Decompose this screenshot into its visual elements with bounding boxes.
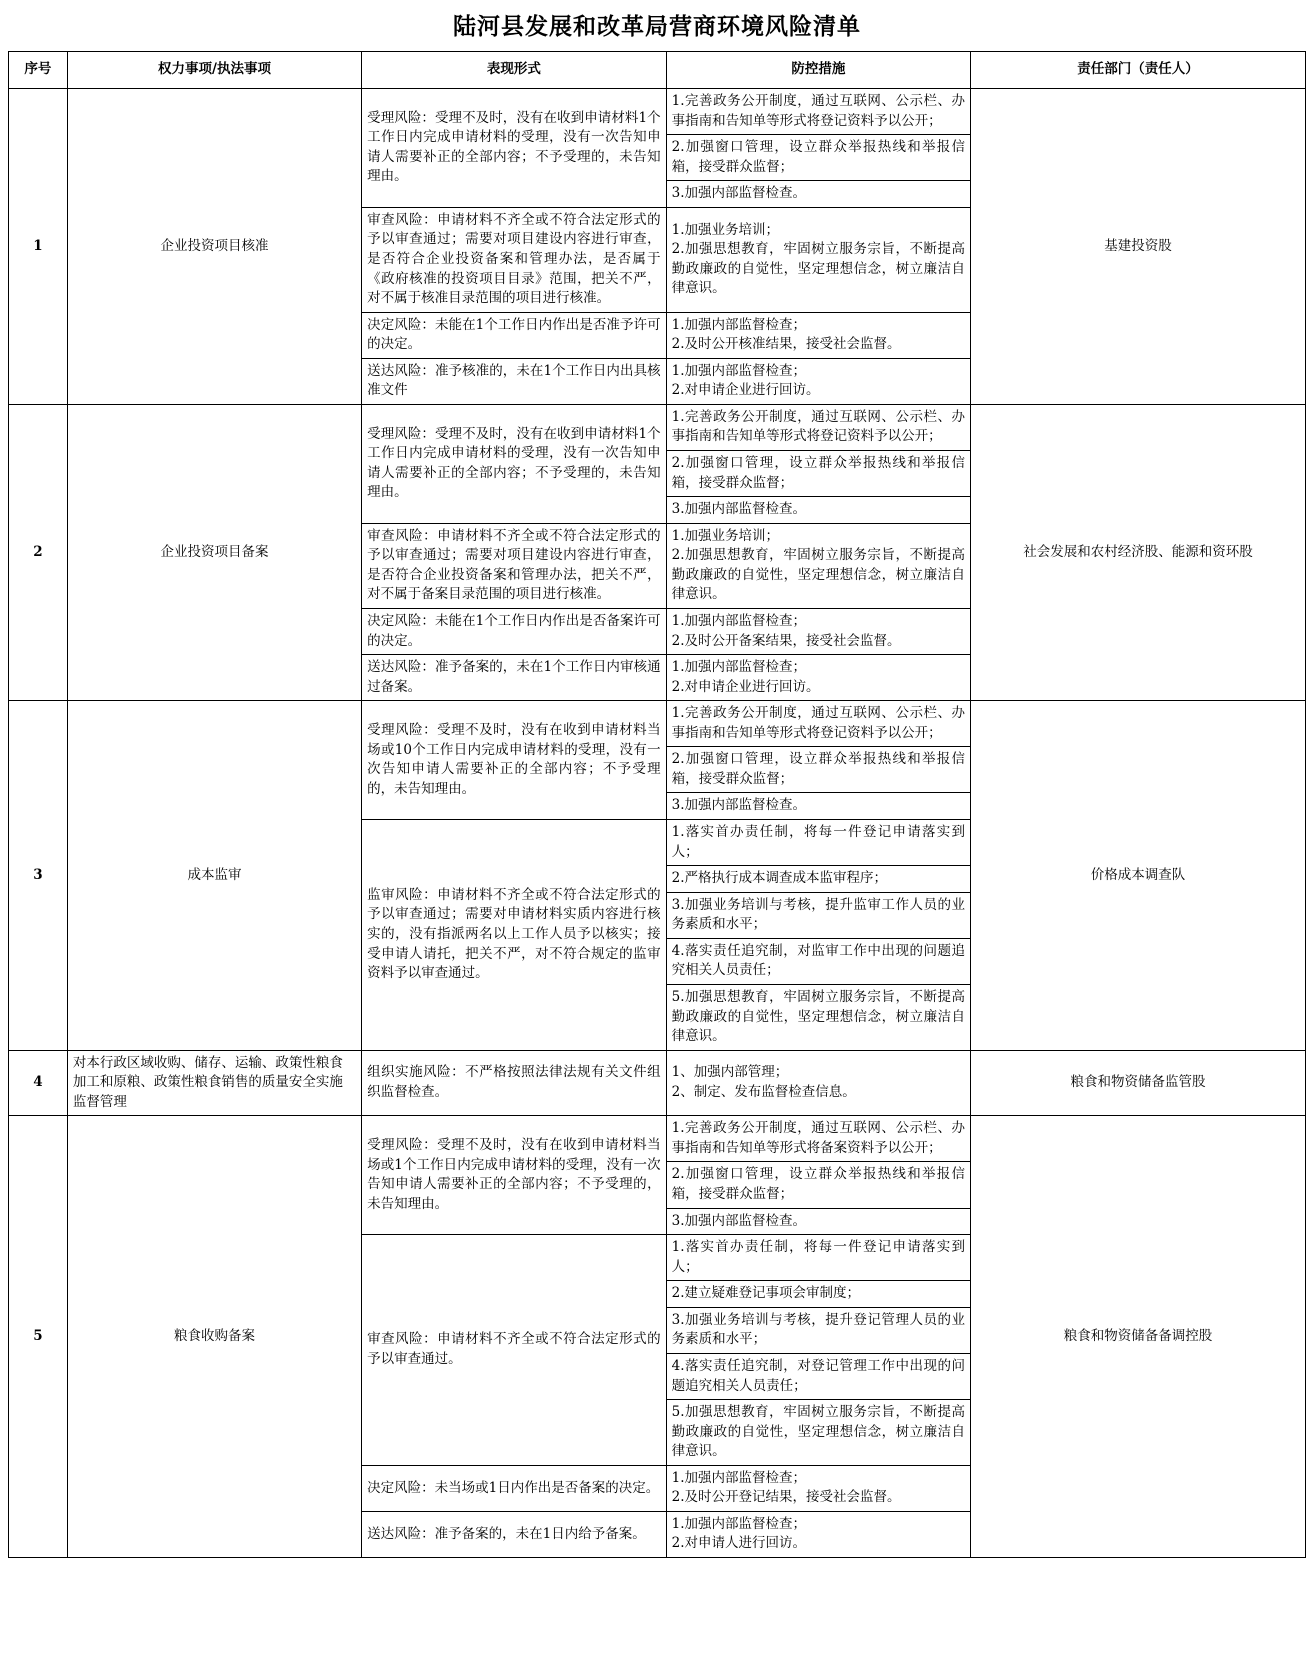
control-measure-cell: 3.加强内部监督检查。: [666, 1208, 970, 1235]
row-power-item: 企业投资项目核准: [67, 89, 361, 405]
row-index: 5: [9, 1116, 68, 1558]
risk-list-table: [8, 51, 1306, 1558]
header-department: 责任部门（责任人）: [971, 52, 1306, 89]
control-measure-cell: 1.完善政务公开制度，通过互联网、公示栏、办事指南和告知单等形式将备案资料予以公开；: [666, 1116, 970, 1162]
responsible-department: 价格成本调查队: [971, 701, 1306, 1050]
control-measure-cell: 4.落实责任追究制，对监审工作中出现的问题追究相关人员责任；: [666, 938, 970, 984]
control-measure-cell: 1.落实首办责任制，将每一件登记申请落实到人；: [666, 820, 970, 866]
responsible-department: 粮食和物资储备监管股: [971, 1050, 1306, 1116]
table-row: [9, 404, 1306, 450]
risk-form-cell: 受理风险：受理不及时，没有在收到申请材料当场或1个工作日内完成申请材料的受理，没有一次告知申请人需要补正的全部内容；不予受理的，未告知理由。: [362, 1116, 666, 1235]
control-measure-cell: 1.加强业务培训； 2.加强思想教育，牢固树立服务宗旨，不断提高勤政廉政的自觉性，坚定理想信念，树立廉洁自律意识。: [666, 523, 970, 608]
risk-form-cell: 决定风险：未能在1个工作日内作出是否准予许可的决定。: [362, 312, 666, 358]
risk-form-cell: 送达风险：准予备案的，未在1日内给予备案。: [362, 1511, 666, 1557]
control-measure-cell: 2.加强窗口管理，设立群众举报热线和举报信箱，接受群众监督；: [666, 451, 970, 497]
risk-form-cell: 监审风险：申请材料不齐全或不符合法定形式的予以审查通过；需要对申请材料实质内容进行核实的，没有指派两名以上工作人员予以核实；接受申请人请托，把关不严，对不符合规定的监审资料予以审查通过。: [362, 820, 666, 1051]
control-measure-cell: 1.完善政务公开制度，通过互联网、公示栏、办事指南和告知单等形式将登记资料予以公开；: [666, 89, 970, 135]
control-measure-cell: 3.加强业务培训与考核，提升监审工作人员的业务素质和水平；: [666, 892, 970, 938]
row-power-item: 对本行政区域收购、储存、运输、政策性粮食加工和原粮、政策性粮食销售的质量安全实施监督管理: [67, 1050, 361, 1116]
control-measure-cell: 4.落实责任追究制，对登记管理工作中出现的问题追究相关人员责任；: [666, 1353, 970, 1399]
control-measure-cell: 1.加强内部监督检查； 2.对申请企业进行回访。: [666, 655, 970, 701]
risk-form-cell: 决定风险：未能在1个工作日内作出是否备案许可的决定。: [362, 608, 666, 654]
control-measure-cell: 3.加强内部监督检查。: [666, 793, 970, 820]
control-measure-cell: 1.加强内部监督检查； 2.及时公开核准结果，接受社会监督。: [666, 312, 970, 358]
control-measure-cell: 1.加强内部监督检查； 2.及时公开备案结果，接受社会监督。: [666, 608, 970, 654]
row-power-item: 成本监审: [67, 701, 361, 1050]
header-index: 序号: [9, 52, 68, 89]
row-power-item: 粮食收购备案: [67, 1116, 361, 1558]
risk-form-cell: 受理风险：受理不及时，没有在收到申请材料1个工作日内完成申请材料的受理，没有一次告知申请人需要补正的全部内容；不予受理的，未告知理由。: [362, 404, 666, 523]
control-measure-cell: 2.建立疑难登记事项会审制度；: [666, 1281, 970, 1308]
control-measure-cell: 1、加强内部管理； 2、制定、发布监督检查信息。: [666, 1050, 970, 1116]
control-measure-cell: 1.落实首办责任制，将每一件登记申请落实到人；: [666, 1235, 970, 1281]
risk-form-cell: 组织实施风险：不严格按照法律法规有关文件组织监督检查。: [362, 1050, 666, 1116]
table-row: [9, 701, 1306, 747]
control-measure-cell: 1.加强内部监督检查； 2.及时公开登记结果，接受社会监督。: [666, 1465, 970, 1511]
header-form: 表现形式: [362, 52, 666, 89]
row-index: 2: [9, 404, 68, 700]
row-index: 3: [9, 701, 68, 1050]
table-row: [9, 1116, 1306, 1162]
table-row: [9, 89, 1306, 135]
table-body: [9, 89, 1306, 1558]
risk-form-cell: 审查风险：申请材料不齐全或不符合法定形式的予以审查通过。: [362, 1235, 666, 1466]
risk-form-cell: 审查风险：申请材料不齐全或不符合法定形式的予以审查通过；需要对项目建设内容进行审查，是否符合企业投资备案和管理办法，是否属于《政府核准的投资项目目录》范围，把关不严，对不属于核准目录范围的项目进行核准。: [362, 207, 666, 312]
responsible-department: 基建投资股: [971, 89, 1306, 405]
control-measure-cell: 1.加强业务培训； 2.加强思想教育，牢固树立服务宗旨，不断提高勤政廉政的自觉性，坚定理想信念，树立廉洁自律意识。: [666, 207, 970, 312]
control-measure-cell: 2.加强窗口管理，设立群众举报热线和举报信箱，接受群众监督；: [666, 135, 970, 181]
responsible-department: 社会发展和农村经济股、能源和资环股: [971, 404, 1306, 700]
control-measure-cell: 5.加强思想教育，牢固树立服务宗旨，不断提高勤政廉政的自觉性，坚定理想信念，树立廉洁自律意识。: [666, 1400, 970, 1466]
control-measure-cell: 3.加强业务培训与考核，提升登记管理人员的业务素质和水平；: [666, 1307, 970, 1353]
control-measure-cell: 2.严格执行成本调查成本监审程序；: [666, 866, 970, 893]
page-title: 陆河县发展和改革局营商环境风险清单: [453, 13, 861, 40]
table-header: [9, 52, 1306, 89]
risk-form-cell: 审查风险：申请材料不齐全或不符合法定形式的予以审查通过；需要对项目建设内容进行审查，是否符合企业投资备案和管理办法，把关不严，对不属于备案目录范围的项目进行核准。: [362, 523, 666, 608]
control-measure-cell: 1.加强内部监督检查； 2.对申请企业进行回访。: [666, 358, 970, 404]
table-row: [9, 1050, 1306, 1116]
control-measure-cell: 1.完善政务公开制度，通过互联网、公示栏、办事指南和告知单等形式将登记资料予以公开；: [666, 404, 970, 450]
control-measure-cell: 3.加强内部监督检查。: [666, 497, 970, 524]
row-power-item: 企业投资项目备案: [67, 404, 361, 700]
responsible-department: 粮食和物资储备备调控股: [971, 1116, 1306, 1558]
control-measure-cell: 3.加强内部监督检查。: [666, 181, 970, 208]
control-measure-cell: 2.加强窗口管理，设立群众举报热线和举报信箱，接受群众监督；: [666, 747, 970, 793]
table-header-row: [9, 52, 1306, 89]
risk-form-cell: 受理风险：受理不及时，没有在收到申请材料1个工作日内完成申请材料的受理，没有一次告知申请人需要补正的全部内容；不予受理的，未告知理由。: [362, 89, 666, 208]
header-measures: 防控措施: [666, 52, 970, 89]
header-item: 权力事项/执法事项: [67, 52, 361, 89]
control-measure-cell: 5.加强思想教育，牢固树立服务宗旨，不断提高勤政廉政的自觉性，坚定理想信念，树立廉洁自律意识。: [666, 984, 970, 1050]
control-measure-cell: 1.完善政务公开制度，通过互联网、公示栏、办事指南和告知单等形式将登记资料予以公开；: [666, 701, 970, 747]
row-index: 4: [9, 1050, 68, 1116]
control-measure-cell: 2.加强窗口管理，设立群众举报热线和举报信箱，接受群众监督；: [666, 1162, 970, 1208]
risk-form-cell: 决定风险：未当场或1日内作出是否备案的决定。: [362, 1465, 666, 1511]
risk-form-cell: 送达风险：准予备案的，未在1个工作日内审核通过备案。: [362, 655, 666, 701]
control-measure-cell: 1.加强内部监督检查； 2.对申请人进行回访。: [666, 1511, 970, 1557]
risk-form-cell: 受理风险：受理不及时，没有在收到申请材料当场或10个工作日内完成申请材料的受理，没有一次告知申请人需要补正的全部内容；不予受理的，未告知理由。: [362, 701, 666, 820]
row-index: 1: [9, 89, 68, 405]
risk-form-cell: 送达风险：准予核准的，未在1个工作日内出具核准文件: [362, 358, 666, 404]
